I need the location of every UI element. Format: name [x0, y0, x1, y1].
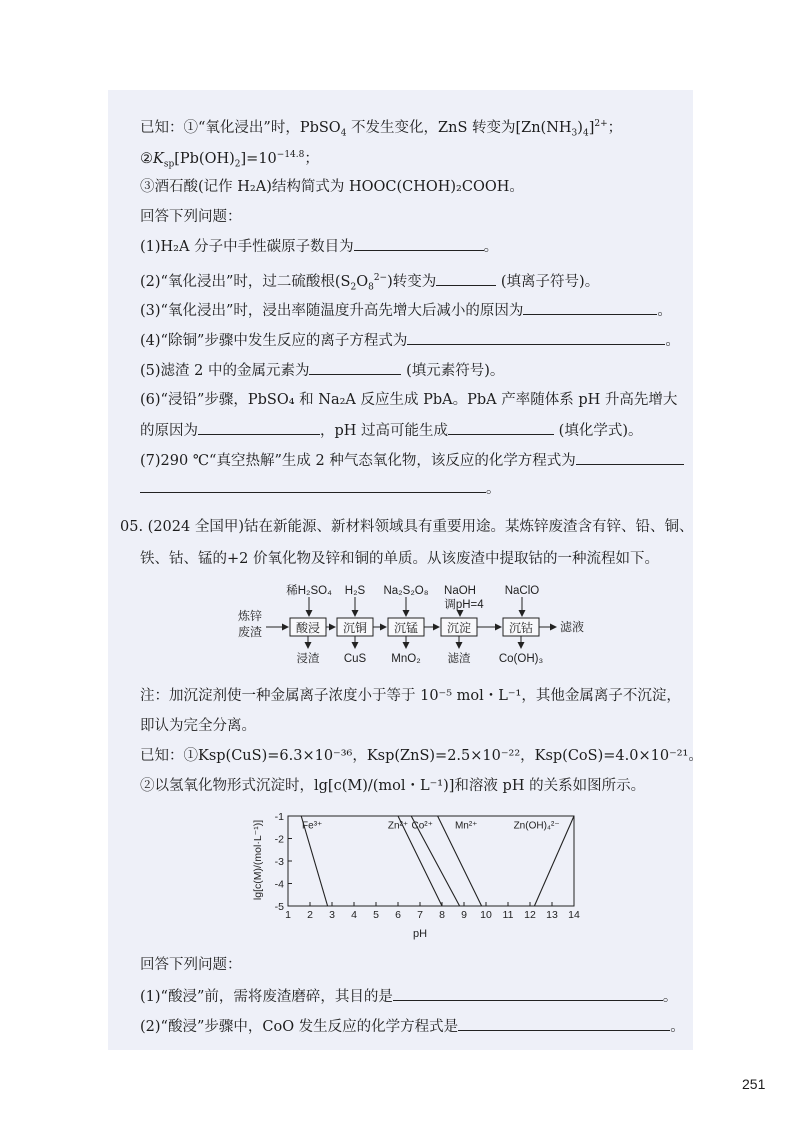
reagent-h2s: H₂S — [344, 585, 366, 597]
q04-known-2: $②K_{sp}[Pb(OH)_2]=10^{-14.8}$； — [140, 150, 319, 170]
x-tick-label: 12 — [524, 909, 536, 921]
answer-blank[interactable] — [523, 300, 657, 315]
series-label-1: Zn²⁺ — [387, 820, 409, 832]
q04-question-1: (1)H₂A 分子中手性碳原子数目为 。 — [140, 236, 498, 257]
x-tick-label: 9 — [461, 909, 467, 921]
q05-intro-line-2: 铁、钴、锰的+2 价氧化物及锌和铜的单质。从该废渣中提取钴的一种流程如下。 — [140, 551, 659, 567]
flow-start-line-1: 炼锌 — [238, 609, 263, 623]
chart-x-axis-label: pH — [412, 928, 428, 940]
x-tick-label: 11 — [502, 909, 514, 921]
q04-known-1: 已知：①“氧化浸出”时，PbSO$_4$ 不发生变化，ZnS 转变为$[Zn(NH_3)_4]^{2+}$； — [140, 119, 623, 139]
product-cus: CuS — [343, 653, 367, 665]
x-tick-label: 7 — [417, 909, 423, 921]
series-label-4: Zn(OH)₄²⁻ — [513, 820, 560, 832]
x-tick-label: 13 — [546, 909, 558, 921]
q05-intro-line-1: 05. (2024 全国甲)钴在新能源、新材料领域具有重要用途。某炼锌废渣含有锌、铅、铜、 — [120, 519, 694, 535]
product-mno2: MnO₂ — [391, 653, 421, 665]
q05-note-line-1: 注：加沉淀剂使一种金属离子浓度小于等于 10⁻⁵ mol・L⁻¹，其他金属离子不沉淀， — [140, 688, 681, 704]
x-tick-label: 8 — [439, 909, 445, 921]
x-tick-label: 3 — [329, 909, 335, 921]
q05-note-line-2: 即认为完全分离。 — [140, 718, 256, 734]
step-copper: 沉铜 — [342, 621, 368, 635]
answer-blank[interactable] — [576, 450, 684, 465]
answer-blank[interactable] — [407, 330, 665, 345]
series-label-3: Mn²⁺ — [454, 820, 478, 832]
step-cobalt: 沉钴 — [508, 621, 534, 635]
series-label-2: Co²⁺ — [411, 820, 433, 832]
reagent-h2so4: 稀H₂SO₄ — [286, 585, 332, 597]
process-flowchart — [238, 582, 658, 674]
step-manganese: 沉锰 — [393, 621, 419, 635]
answer-blank[interactable] — [436, 271, 496, 286]
reagent-na2s2o8: Na₂S₂O₈ — [383, 585, 429, 597]
y-tick-label: -4 — [274, 878, 284, 891]
q05-known-1: 已知：①Ksp(CuS)=6.3×10⁻³⁶，Ksp(ZnS)=2.5×10⁻²²，Ksp(CoS)=4.0×10⁻²¹。 — [140, 748, 703, 764]
ph-precipitation-chart — [250, 808, 590, 940]
x-tick-label: 14 — [568, 909, 580, 921]
answer-blank[interactable] — [458, 1016, 670, 1031]
product-leach-residue: 浸渣 — [296, 653, 320, 665]
answer-blank[interactable] — [354, 236, 484, 251]
answer-blank[interactable] — [309, 360, 401, 375]
x-tick-label: 5 — [373, 909, 379, 921]
y-tick-label: -5 — [274, 901, 284, 913]
q04-question-3: (3)“氧化浸出”时，浸出率随温度升高先增大后减小的原因为 。 — [140, 300, 672, 321]
flow-start-line-2: 废渣 — [238, 625, 263, 639]
q04-question-7-continued: 。 — [140, 478, 501, 499]
q04-question-5: (5)滤渣 2 中的金属元素为 (填元素符号)。 — [140, 360, 504, 381]
q04-question-6-line-2: 的原因为 ，pH 过高可能生成 (填化学式)。 — [140, 420, 642, 441]
reagent-adjust-ph: 调pH=4 — [444, 599, 484, 611]
y-tick-label: -1 — [274, 811, 284, 823]
step-precipitate: 沉淀 — [446, 621, 472, 635]
answer-blank[interactable] — [393, 986, 663, 1001]
q04-prompt: 回答下列问题： — [140, 209, 242, 225]
y-tick-label: -3 — [274, 856, 284, 868]
page-number: 251 — [742, 1076, 766, 1092]
q04-question-4: (4)“除铜”步骤中发生反应的离子方程式为 。 — [140, 330, 680, 351]
step-acid-leach: 酸浸 — [295, 621, 321, 635]
q04-question-2: (2)“氧化浸出”时，过二硫酸根$(S_2O_8^{2-})$转变为 (填离子符号)。 — [140, 268, 599, 298]
flow-end-filtrate: 滤液 — [560, 620, 585, 634]
q05-prompt: 回答下列问题： — [140, 957, 242, 973]
series-label-0: Fe³⁺ — [302, 820, 323, 832]
chart-y-axis-label: lg[c(M)/(mol·L⁻¹)] — [252, 819, 264, 901]
q05-known-2: ②以氢氧化物形式沉淀时，lg[c(M)/(mol・L⁻¹)]和溶液 pH 的关系如图所示。 — [140, 778, 646, 794]
reagent-naoh: NaOH — [444, 585, 476, 597]
x-tick-label: 6 — [395, 909, 401, 921]
x-tick-label: 2 — [307, 909, 313, 921]
q05-question-1: (1)“酸浸”前，需将废渣磨碎，其目的是 。 — [140, 986, 677, 1007]
x-tick-label: 10 — [480, 909, 492, 921]
product-cooh3: Co(OH)₃ — [498, 653, 544, 665]
x-tick-label: 1 — [285, 909, 291, 921]
answer-blank[interactable] — [140, 478, 486, 493]
reagent-naclo: NaClO — [504, 585, 540, 597]
answer-blank[interactable] — [448, 420, 554, 435]
q04-question-6-line-1: (6)“浸铅”步骤，PbSO₄ 和 Na₂A 反应生成 PbA。PbA 产率随体系 pH 升高先增大 — [140, 392, 678, 408]
q04-question-7: (7)290 ℃“真空热解”生成 2 种气态氧化物，该反应的化学方程式为 — [140, 450, 684, 471]
q05-question-2: (2)“酸浸”步骤中，CoO 发生反应的化学方程式是 。 — [140, 1016, 685, 1037]
q04-known-3: ③酒石酸(记作 H₂A)结构简式为 HOOC(CHOH)₂COOH。 — [140, 179, 524, 195]
answer-blank[interactable] — [198, 420, 320, 435]
y-tick-label: -2 — [274, 833, 284, 846]
x-tick-label: 4 — [351, 909, 357, 921]
product-filter-residue: 滤渣 — [447, 653, 471, 665]
